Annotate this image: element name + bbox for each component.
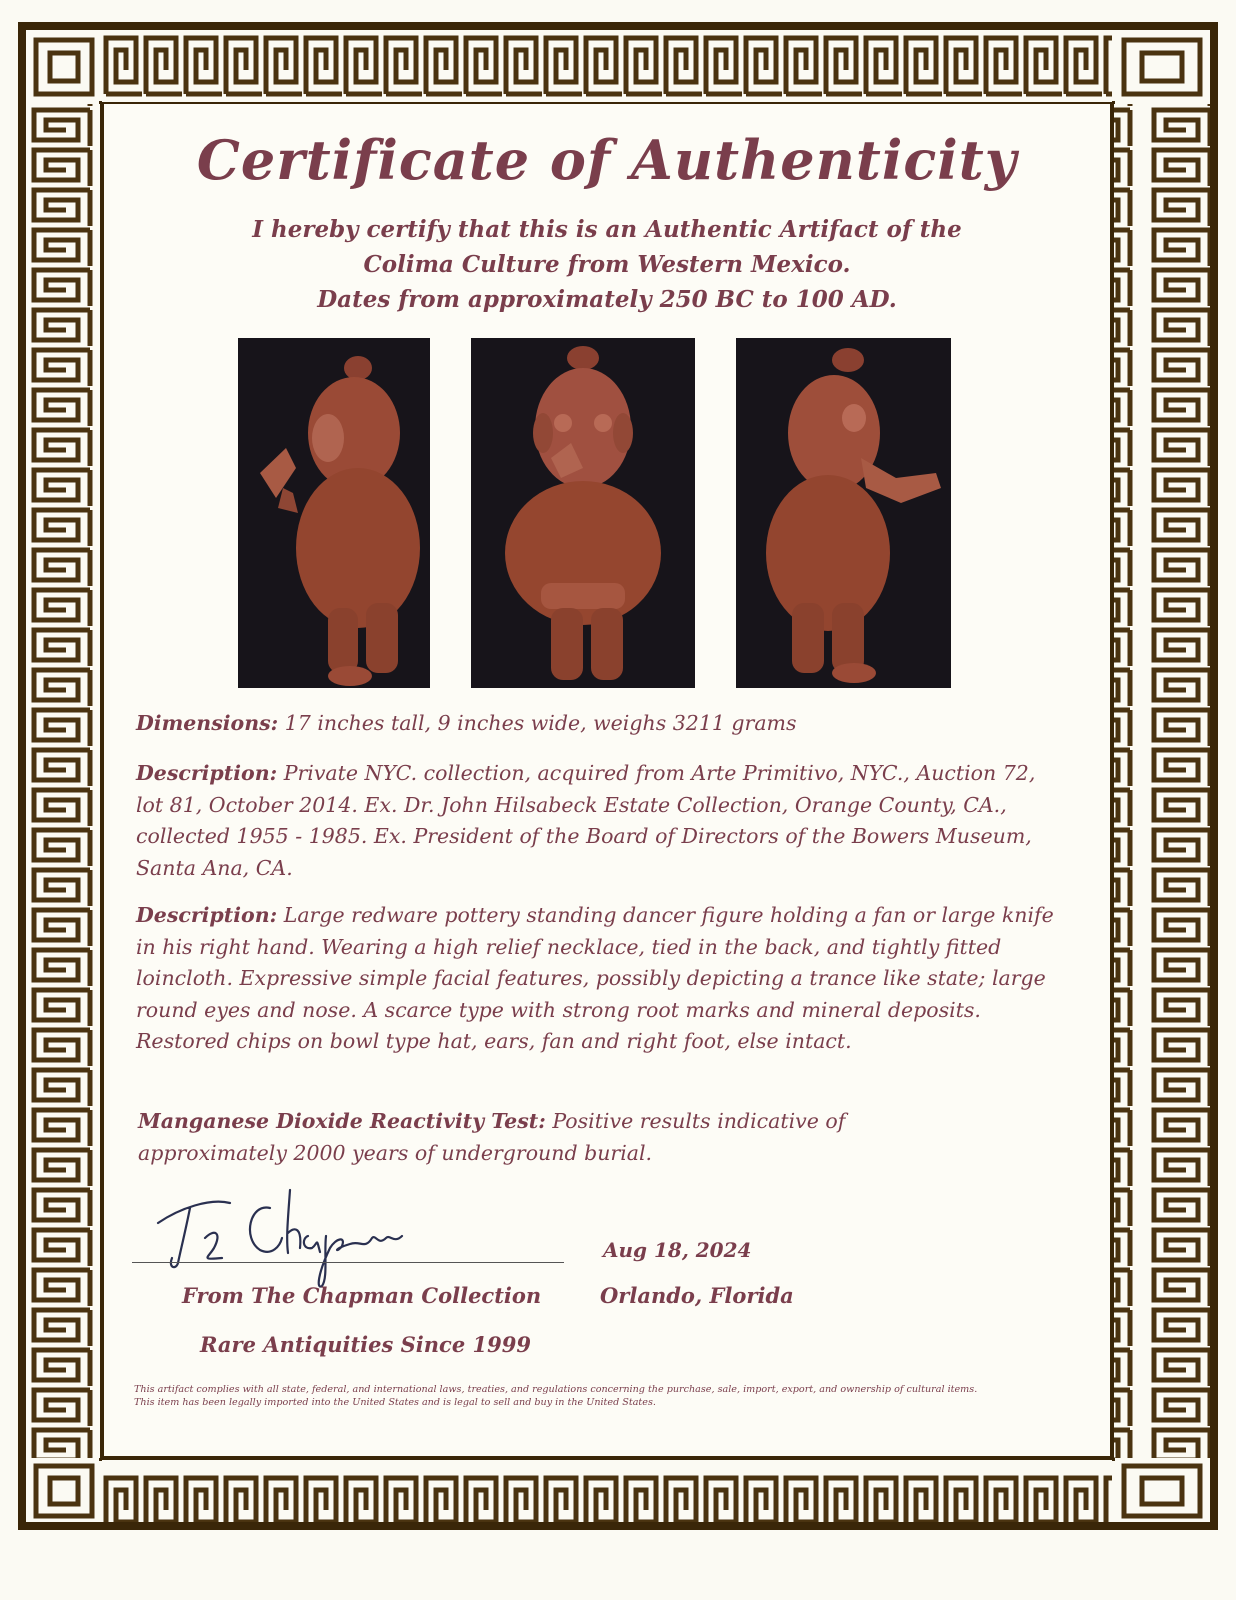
certificate-title: Certificate of Authenticity [196,128,1018,192]
reactivity-test-text: Positive results indicative of approximately 2000 years of underground burial. [138,1109,846,1165]
figure-left-view-photo [238,338,430,688]
intro-line: Dates from approximately 250 BC to 100 AD. [317,286,897,313]
reactivity-test-section [138,1106,928,1169]
collection-name: From The Chapman Collection [182,1283,542,1308]
provenance-text: Private NYC. collection, acquired from Arte Primitivo, NYC., Auction 72, lot 81, October 2014. Ex. Dr. John Hilsabeck Estate Collection, Orange County, CA., collected 1955 - 1985. Ex. President of the Board of Directors of the Bowers Museum, Santa Ana, CA. [136,761,1036,880]
certificate-location: Orlando, Florida [600,1283,794,1308]
legal-notice [134,1383,1074,1409]
intro-line: I hereby certify that this is an Authentic Artifact of the [252,216,962,243]
dimensions-label: Dimensions: [136,711,279,735]
certificate-date: Aug 18, 2024 [603,1238,752,1262]
figure-right-view-photo [736,338,951,688]
signature-line [132,1262,564,1263]
figure-front-view-photo [471,338,695,688]
provenance-label: Description: [136,761,278,785]
description-text: Large redware pottery standing dancer figure holding a fan or large knife in his right hand. Wearing a high relief necklace, tied in the back, and tightly fitted loincloth. Expressive simple facial features, possibly depicting a trance like state; large round eyes and nose. A scarce type with strong root marks and mineral deposits. Restored chips on bowl type hat, ears, fan and right foot, else intact. [136,903,1054,1053]
dimensions-section [136,708,1066,740]
intro-line: Colima Culture from Western Mexico. [363,251,851,278]
dimensions-value: 17 inches tall, 9 inches wide, weighs 3211 grams [284,711,797,735]
provenance-section [136,758,1036,884]
reactivity-test-label: Manganese Dioxide Reactivity Test: [138,1109,546,1133]
handwritten-signature [150,1178,420,1290]
certification-statement [104,212,1110,317]
legal-line: This artifact complies with all state, federal, and international laws, treaties, and regulations concerning the purchase, sale, import, export, and ownership of cultural items. [134,1384,978,1395]
legal-line: This item has been legally imported into the United States and is legal to sell and buy in the United States. [134,1397,656,1408]
collection-tagline: Rare Antiquities Since 1999 [200,1332,531,1357]
description-section [136,900,1061,1058]
description-label: Description: [136,903,278,927]
